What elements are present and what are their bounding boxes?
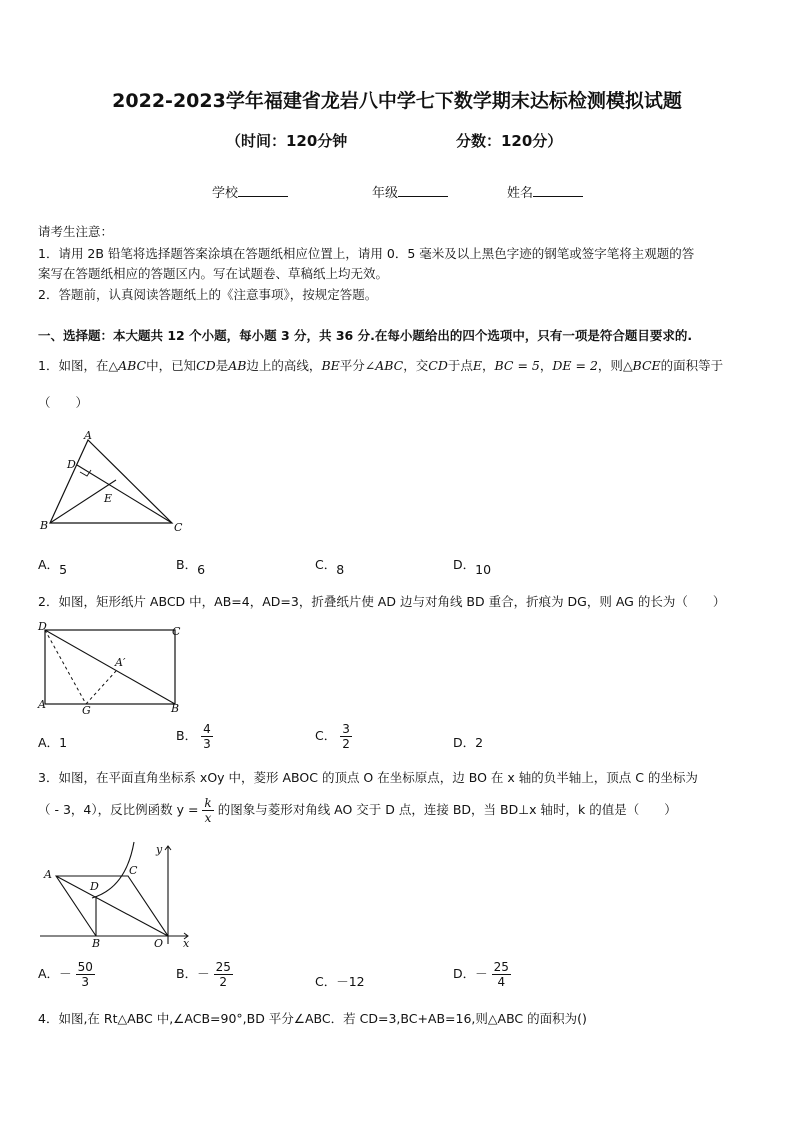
name-field [507,182,583,201]
q1-stem: 1．如图，在△ABC中，已知CD是AB边上的高线，BE平分∠ABC，交CD于点E，BC = 5，DE = 2，则△BCE的面积等于 [38,358,724,373]
q2-option-b[interactable]: B． $\frac{4}{3}$ [176,722,211,751]
notice-item1-line1: 1．请用 2B 铅笔将选择题答案涂填在答题纸相应位置上，请用 0．5 毫米及以上黑色字迹的钢笔或签字笔将主观题的答 [38,246,695,261]
notice-heading: 请考生注意： [38,224,114,239]
q1-label-e: E [104,492,113,505]
name-label: 姓名 [507,186,534,201]
q3-label-c: C [129,864,138,877]
section-heading: 一、选择题：本大题共 12 个小题，每小题 3 分，共 36 分.在每小题给出的四个选项中，只有一项是符合题目要求的. [38,328,693,343]
school-field [212,182,288,201]
q1-option-d[interactable]: D．10 [453,557,492,577]
q1-paren: （ ） [38,395,89,410]
q4-stem: 4．如图,在 Rt△ABC 中,∠ACB=90°,BD 平分∠ABC．若 CD=3,BC+AB=16,则△ABC 的面积为() [38,1011,587,1026]
grade-label: 年级 [372,186,399,201]
q2-diagonal-bd [45,630,175,704]
q2-label-c: C [172,625,181,638]
q3-label-y: y [156,843,163,856]
q3-label-d: D [90,880,99,893]
q2-label-b: B [171,702,180,715]
q1-right-angle-mark [80,470,91,476]
q1-label-c: C [174,521,183,534]
school-label: 学校 [212,186,239,201]
q2-label-a-prime: A′ [115,656,126,669]
q2-figure [36,620,186,715]
grade-field [372,182,448,201]
q3-option-a[interactable]: A．－ $\frac{50}{3}$ [38,960,93,989]
q3-option-c[interactable]: C．－12 [315,974,365,989]
q3-label-o: O [154,937,164,950]
q3-option-b[interactable]: B．－ $\frac{25}{2}$ [176,960,231,989]
q3-label-a: A [44,868,52,881]
grade-blank [398,184,448,197]
q2-label-d: D [38,620,47,633]
q2-label-a: A [38,698,46,711]
notice-item2: 2．答题前，认真阅读答题纸上的《注意事项》，按规定答题。 [38,287,378,302]
q2-stem: 2．如图，矩形纸片 ABCD 中，AB=4，AD=3，折叠纸片使 AD 边与对角线 BD 重合，折痕为 DG，则 AG 的长为（ ） [38,594,726,609]
q1-figure [36,428,196,538]
q3-stem-line1: 3．如图，在平面直角坐标系 xOy 中，菱形 ABOC 的顶点 O 在坐标原点，边 BO 在 x 轴的负半轴上，顶点 C 的坐标为 [38,770,698,785]
name-blank [533,184,583,197]
q1-option-b[interactable]: B．6 [176,557,206,577]
page-title: 2022-2023学年福建省龙岩八中学七下数学期末达标检测模拟试题 [112,90,682,112]
q3-stem-line2: （ - 3，4），反比例函数 y = $\frac{k}{x}$ 的图象与菱形对角线 AO 交于 D 点，连接 BD，当 BD⊥x 轴时，k 的值是（ ） [38,796,677,825]
exam-score: 分数：120分） [456,132,563,150]
q3-diagonal-ao [56,876,168,936]
q2-option-c[interactable]: C． $\frac{3}{2}$ [315,722,350,751]
q2-option-d[interactable]: D．2 [453,735,484,750]
q1-option-c[interactable]: C．8 [315,557,345,577]
q1-option-a[interactable]: A．5 [38,557,68,577]
q3-label-x: x [183,937,190,950]
q1-label-a: A [84,429,92,442]
q1-label-b: B [40,519,49,532]
q3-figure [36,840,196,952]
notice-item1-line2: 案写在答题纸相应的答题区内。写在试题卷、草稿纸上均无效。 [38,266,389,281]
q3-label-b: B [92,937,101,950]
q2-fold-ga [86,671,116,704]
exam-time: （时间：120分钟 [226,132,348,150]
school-blank [238,184,288,197]
q2-label-g: G [82,704,91,715]
q1-label-d: D [67,458,76,471]
q1-altitude-cd [77,465,172,523]
q2-option-a[interactable]: A．1 [38,735,68,750]
q3-option-d[interactable]: D．－ $\frac{25}{4}$ [453,960,509,989]
